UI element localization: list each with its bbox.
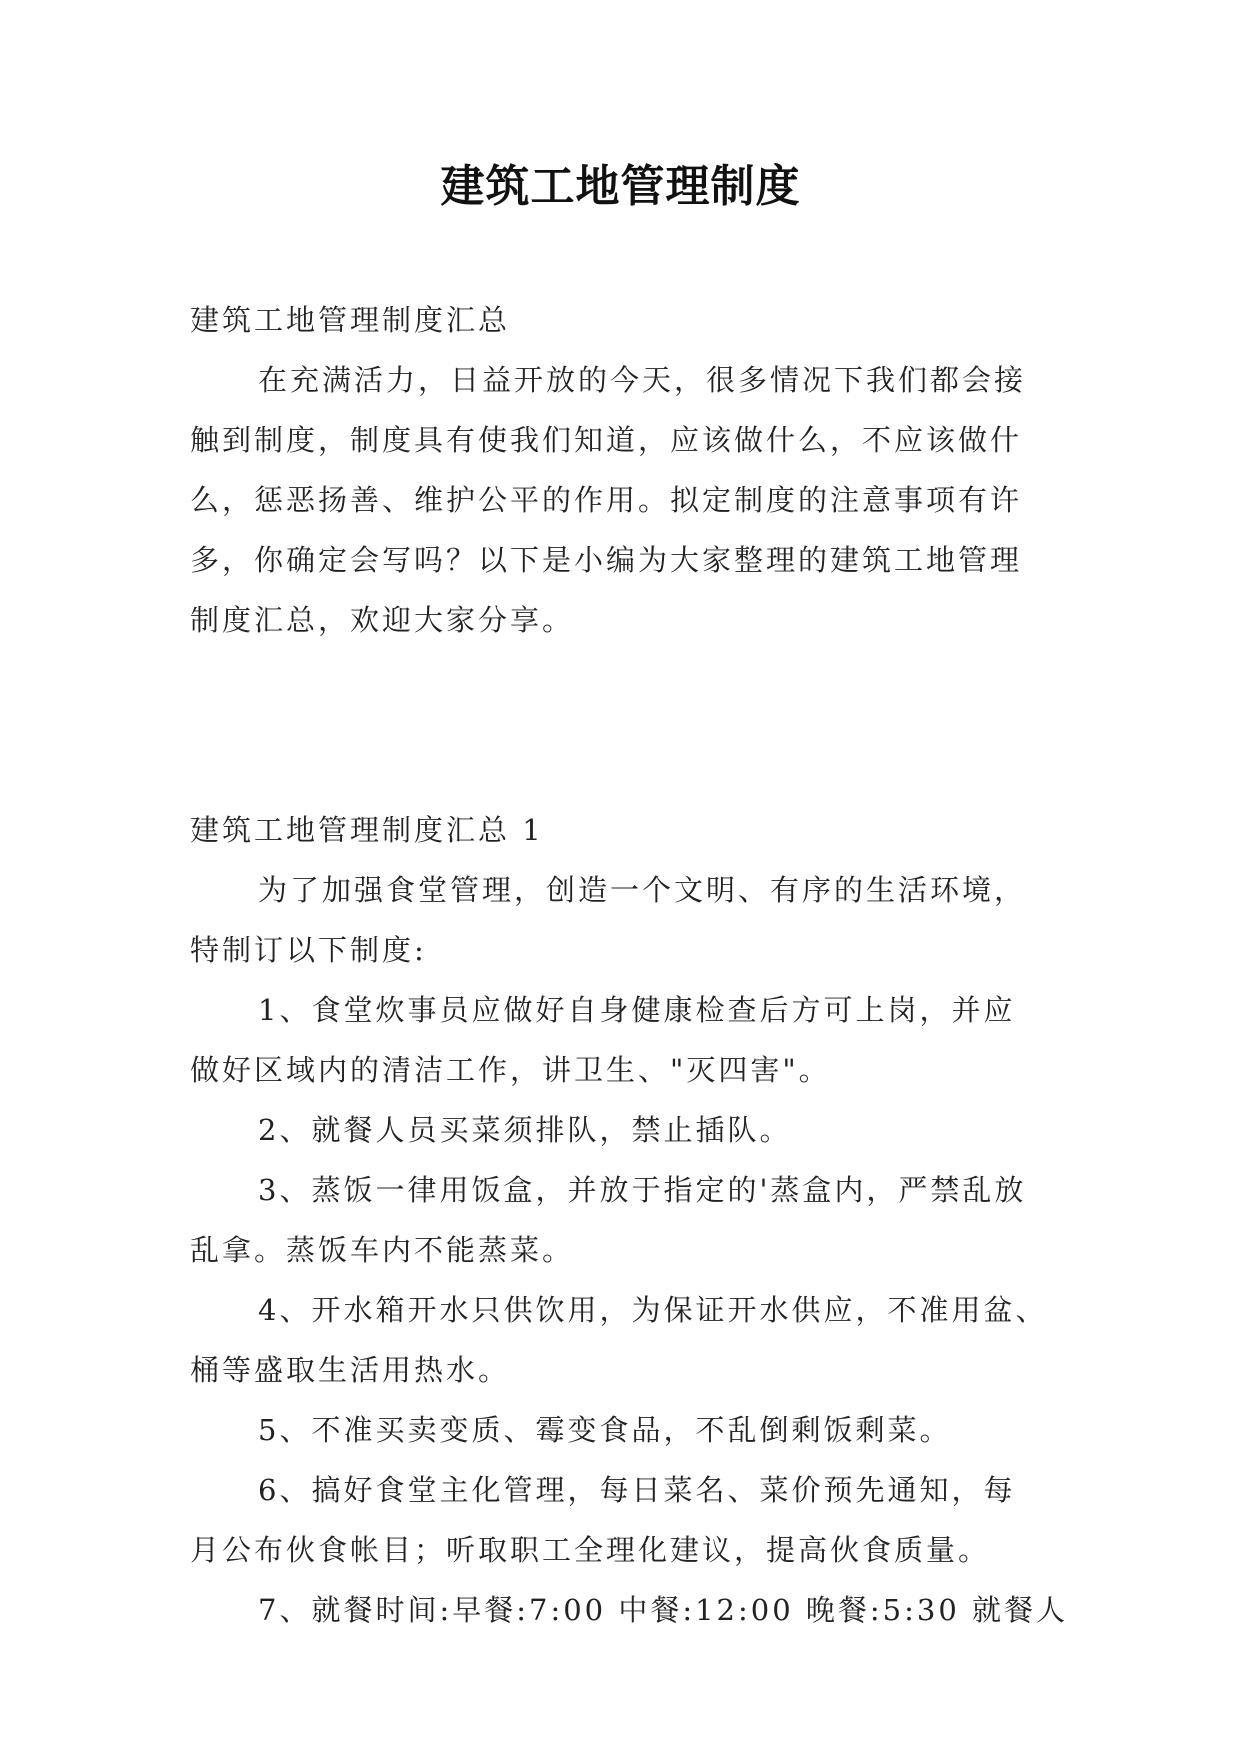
list-item-line: 6、搞好食堂主化管理，每日菜名、菜价预先通知，每 — [258, 1473, 1016, 1507]
paragraph-line: 触到制度，制度具有使我们知道，应该做什么，不应该做什 — [190, 423, 1023, 457]
paragraph-line: 特制订以下制度: — [190, 933, 427, 967]
intro-heading: 建筑工地管理制度汇总 — [190, 303, 511, 337]
paragraph-line: 多，你确定会写吗？以下是小编为大家整理的建筑工地管理 — [190, 543, 1023, 577]
list-item-line: 1、食堂炊事员应做好自身健康检查后方可上岗，并应 — [258, 993, 1016, 1027]
list-item-line: 4、开水箱开水只供饮用，为保证开水供应，不准用盆、 — [258, 1293, 1048, 1327]
section-heading: 建筑工地管理制度汇总 1 — [190, 813, 544, 847]
list-item-line: 5、不准买卖变质、霉变食品，不乱倒剩饭剩菜。 — [258, 1413, 952, 1447]
list-item-line: 7、就餐时间:早餐:7:00 中餐:12:00 晚餐:5:30 就餐人 — [258, 1593, 1069, 1627]
section-spacer — [190, 650, 1060, 800]
paragraph-line: 制度汇总，欢迎大家分享。 — [190, 603, 575, 637]
paragraph-line: 为了加强食堂管理，创造一个文明、有序的生活环境， — [258, 873, 1027, 907]
list-item-line: 乱拿。蒸饭车内不能蒸菜。 — [190, 1233, 575, 1267]
list-item-line: 3、蒸饭一律用饭盒，并放于指定的'蒸盒内，严禁乱放 — [258, 1173, 1027, 1207]
list-item-line: 2、就餐人员买菜须排队，禁止插队。 — [258, 1113, 792, 1147]
document-body — [190, 290, 1069, 1640]
list-item-line: 月公布伙食帐目；听取职工全理化建议，提高伙食质量。 — [190, 1533, 991, 1567]
document-title: 建筑工地管理制度 — [440, 161, 801, 212]
paragraph-line: 么，惩恶扬善、维护公平的作用。拟定制度的注意事项有许 — [190, 483, 1023, 517]
list-item-line: 桶等盛取生活用热水。 — [190, 1353, 511, 1387]
list-item-line: 做好区域内的清洁工作，讲卫生、"灭四害"。 — [190, 1053, 831, 1087]
paragraph-line: 在充满活力，日益开放的今天，很多情况下我们都会接 — [258, 363, 1027, 397]
